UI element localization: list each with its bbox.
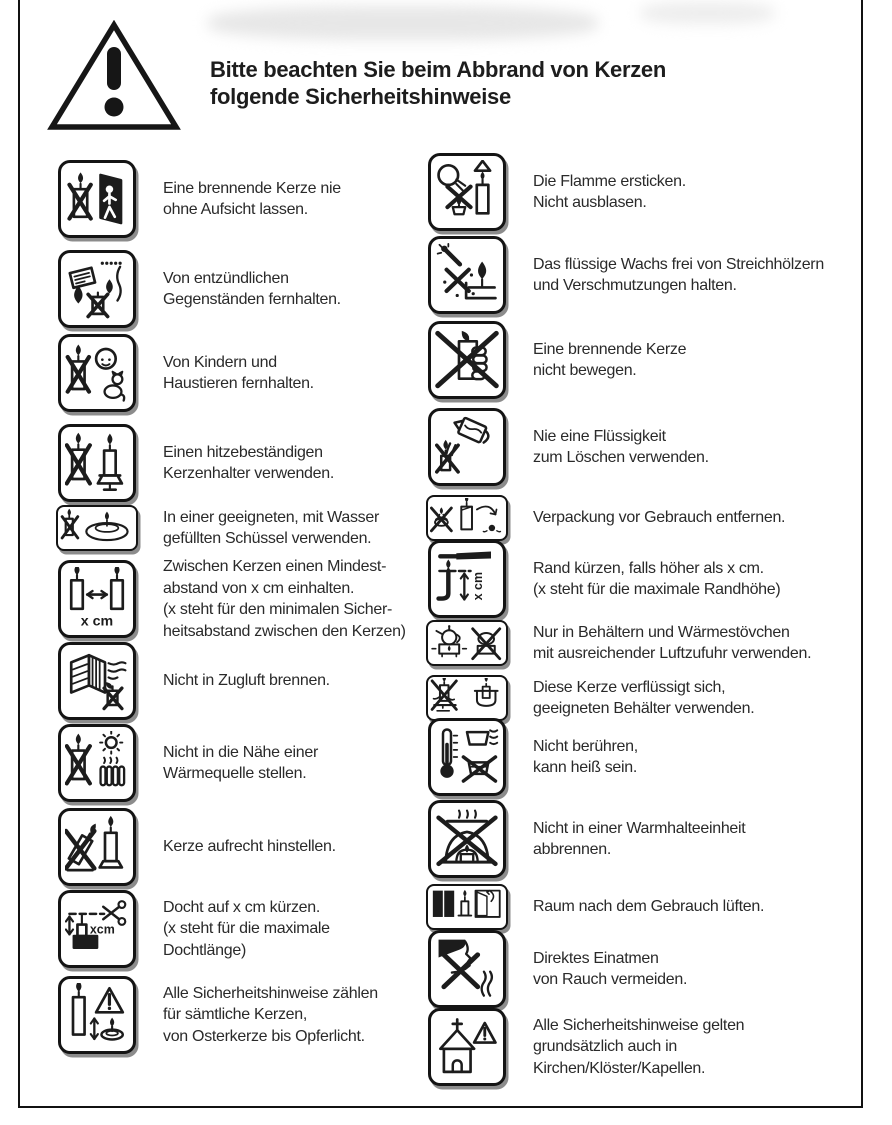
safety-item xyxy=(55,642,330,720)
pictogram-cell xyxy=(425,1008,509,1086)
pictogram-cell xyxy=(55,250,139,328)
safety-item xyxy=(425,884,764,930)
instruction-line: kann heiß sein. xyxy=(533,759,638,776)
instruction-text xyxy=(533,171,686,214)
instruction-text xyxy=(163,442,334,485)
instruction-text xyxy=(163,836,336,858)
instruction-text xyxy=(163,983,378,1048)
pictogram-cell xyxy=(425,236,509,314)
pictogram-cell xyxy=(55,334,139,412)
safety-item xyxy=(425,620,811,666)
instruction-text xyxy=(533,736,638,779)
instruction-line: (x steht für die maximale xyxy=(163,920,330,938)
safety-item xyxy=(425,675,754,721)
safety-item xyxy=(425,495,785,541)
instruction-line: abbrennen. xyxy=(533,841,611,858)
instruction-line: Zwischen Kerzen einen Mindest- xyxy=(163,558,387,575)
pictogram-cell xyxy=(425,540,509,618)
instruction-line: Gegenständen fernhalten. xyxy=(163,291,341,308)
instruction-line: Docht auf x cm kürzen. xyxy=(163,898,321,916)
instruction-text xyxy=(533,558,780,601)
instruction-line: Nie eine Flüssigkeit xyxy=(533,427,666,445)
instruction-line: von Rauch vermeiden. xyxy=(533,971,688,988)
instruction-line: In einer geeigneten, mit Wasser xyxy=(163,508,379,526)
scan-artifact xyxy=(208,6,598,40)
instruction-line: Nicht ausblasen. xyxy=(533,194,647,211)
no-smoke-inhale-icon xyxy=(428,930,506,1008)
safety-item xyxy=(55,890,330,968)
instruction-line: (x steht für den minimalen Sicher- xyxy=(163,601,393,618)
do-not-move-icon xyxy=(428,321,506,399)
instruction-line: Kerze aufrecht hinstellen. xyxy=(163,838,336,856)
instruction-line: Direktes Einatmen xyxy=(533,949,659,967)
safety-item xyxy=(55,424,334,502)
instruction-line: für sämtliche Kerzen, xyxy=(163,1006,307,1024)
air-supply-icon xyxy=(426,620,508,666)
instruction-line: abstand von x cm einhalten. xyxy=(163,579,355,597)
safety-item xyxy=(55,556,406,642)
svg-text:x cm: x cm xyxy=(80,613,114,630)
instruction-text xyxy=(163,556,406,642)
trim-wick-icon xyxy=(58,890,136,968)
safety-item xyxy=(55,160,341,238)
safety-item xyxy=(425,236,824,314)
pictogram-cell xyxy=(55,424,139,502)
instruction-line: und Verschmutzungen halten. xyxy=(533,277,737,294)
instruction-line: zum Löschen verwenden. xyxy=(533,449,709,466)
safety-item xyxy=(425,1008,744,1086)
instruction-line: Raum nach dem Gebrauch lüften. xyxy=(533,898,765,916)
heat-resistant-holder-icon xyxy=(58,424,136,502)
instruction-line: Die Flamme ersticken. xyxy=(533,172,686,190)
instruction-text xyxy=(533,677,754,720)
pictogram-cell xyxy=(425,930,509,1008)
pictogram-cell xyxy=(55,976,139,1054)
instruction-line: nicht bewegen. xyxy=(533,362,637,379)
page-title-line2: folgende Sicherheitshinweise xyxy=(210,84,511,109)
ventilate-room-icon xyxy=(426,884,508,930)
children-pets-icon xyxy=(58,334,136,412)
candle-distance-icon xyxy=(58,560,136,638)
clean-wax-icon xyxy=(428,236,506,314)
safety-item xyxy=(55,250,341,328)
instruction-line: (x steht für die maximale Randhöhe) xyxy=(533,581,781,598)
instruction-line: Alle Sicherheitshinweise gelten xyxy=(533,1016,745,1034)
church-use-icon xyxy=(428,1008,506,1086)
instruction-text xyxy=(533,254,824,297)
instruction-text xyxy=(163,897,330,962)
instruction-line: Nicht berühren, xyxy=(533,737,638,755)
instruction-line: Nicht in einer Warmhalteeinheit xyxy=(533,819,746,837)
pictogram-cell xyxy=(55,724,139,802)
instruction-line: Wärmequelle stellen. xyxy=(163,765,307,782)
instruction-line: Das flüssige Wachs frei von Streichhölzern xyxy=(533,255,824,273)
trim-edge-icon xyxy=(428,540,506,618)
pictogram-cell xyxy=(55,890,139,968)
instruction-line: Verpackung vor Gebrauch entfernen. xyxy=(533,509,786,527)
warning-triangle-icon xyxy=(46,20,182,132)
safety-item xyxy=(55,505,379,551)
safety-item xyxy=(55,724,318,802)
instruction-line: geeigneten Behälter verwenden. xyxy=(533,700,755,717)
instruction-line: Von Kindern und xyxy=(163,353,277,371)
instruction-line: mit ausreichender Luftzufuhr verwenden. xyxy=(533,645,812,662)
pictogram-cell xyxy=(425,153,509,231)
pictogram-cell xyxy=(425,495,509,541)
pictogram-cell xyxy=(425,675,509,721)
safety-item xyxy=(55,808,336,886)
instruction-text xyxy=(163,352,314,395)
all-candles-icon xyxy=(58,976,136,1054)
safety-item xyxy=(425,321,686,399)
safety-item xyxy=(425,800,745,878)
safety-item xyxy=(425,930,687,1008)
upright-candle-icon xyxy=(58,808,136,886)
liquefying-candle-icon xyxy=(426,675,508,721)
instruction-text xyxy=(163,178,341,221)
no-liquid-icon xyxy=(428,408,506,486)
instruction-text xyxy=(533,507,785,529)
water-bowl-icon xyxy=(56,505,138,551)
safety-item xyxy=(425,153,686,231)
instruction-line: heitsabstand zwischen den Kerzen) xyxy=(163,622,406,640)
smother-flame-icon xyxy=(428,153,506,231)
pictogram-cell xyxy=(55,160,139,238)
instruction-line: Eine brennende Kerze xyxy=(533,340,687,358)
instruction-line: Nicht in die Nähe einer xyxy=(163,743,318,761)
remove-packaging-icon xyxy=(426,495,508,541)
unattended-candle-icon xyxy=(58,160,136,238)
pictogram-cell xyxy=(55,505,139,551)
instruction-line: Rand kürzen, falls höher als x cm. xyxy=(533,559,764,577)
pictogram-cell xyxy=(425,321,509,399)
instruction-text xyxy=(533,622,811,665)
safety-item xyxy=(425,408,709,486)
page-title-line1: Bitte beachten Sie beim Abbrand von Kerzen xyxy=(210,57,667,82)
safety-item xyxy=(425,540,780,618)
instruction-line: Alle Sicherheitshinweise zählen xyxy=(163,984,378,1002)
safety-item xyxy=(55,334,314,412)
instruction-line: gefüllten Schüssel verwenden. xyxy=(163,530,372,547)
instruction-text xyxy=(533,818,745,861)
instruction-line: Einen hitzebeständigen xyxy=(163,443,323,461)
instruction-text xyxy=(533,339,686,382)
instruction-text xyxy=(533,948,687,991)
instruction-text xyxy=(533,1015,744,1080)
instruction-line: Nicht in Zugluft brennen. xyxy=(163,672,330,690)
svg-text:x cm: x cm xyxy=(471,571,486,601)
instruction-line: grundsätzlich auch in xyxy=(533,1038,678,1056)
draft-icon xyxy=(58,642,136,720)
instruction-text xyxy=(533,896,764,918)
safety-item xyxy=(425,718,638,796)
instruction-text xyxy=(163,507,379,550)
instruction-line: ohne Aufsicht lassen. xyxy=(163,201,308,218)
instruction-line: Kerzenhalter verwenden. xyxy=(163,465,334,482)
instruction-line: Kirchen/Klöster/Kapellen. xyxy=(533,1059,706,1077)
instruction-line: Diese Kerze verflüssigt sich, xyxy=(533,678,726,696)
flammable-objects-icon xyxy=(58,250,136,328)
instruction-line: von Osterkerze bis Opferlicht. xyxy=(163,1027,365,1045)
instruction-text xyxy=(533,426,709,469)
svg-text:xcm: xcm xyxy=(89,922,115,937)
instruction-line: Dochtlänge) xyxy=(163,941,246,959)
safety-item xyxy=(55,976,378,1054)
instruction-text xyxy=(163,670,330,692)
pictogram-cell xyxy=(425,884,509,930)
pictogram-cell xyxy=(55,560,139,638)
pictogram-cell xyxy=(425,620,509,666)
warming-unit-icon xyxy=(428,800,506,878)
instruction-text xyxy=(163,268,341,311)
heat-source-icon xyxy=(58,724,136,802)
hot-surface-icon xyxy=(428,718,506,796)
pictogram-cell xyxy=(55,808,139,886)
pictogram-cell xyxy=(425,800,509,878)
pictogram-cell xyxy=(425,718,509,796)
page-title xyxy=(210,56,666,110)
pictogram-cell xyxy=(55,642,139,720)
pictogram-cell xyxy=(425,408,509,486)
instruction-text xyxy=(163,742,318,785)
instruction-line: Eine brennende Kerze nie xyxy=(163,179,341,197)
scan-artifact xyxy=(640,2,775,24)
instruction-line: Nur in Behältern und Wärmestövchen xyxy=(533,623,790,641)
instruction-line: Von entzündlichen xyxy=(163,269,289,287)
instruction-line: Haustieren fernhalten. xyxy=(163,375,314,392)
